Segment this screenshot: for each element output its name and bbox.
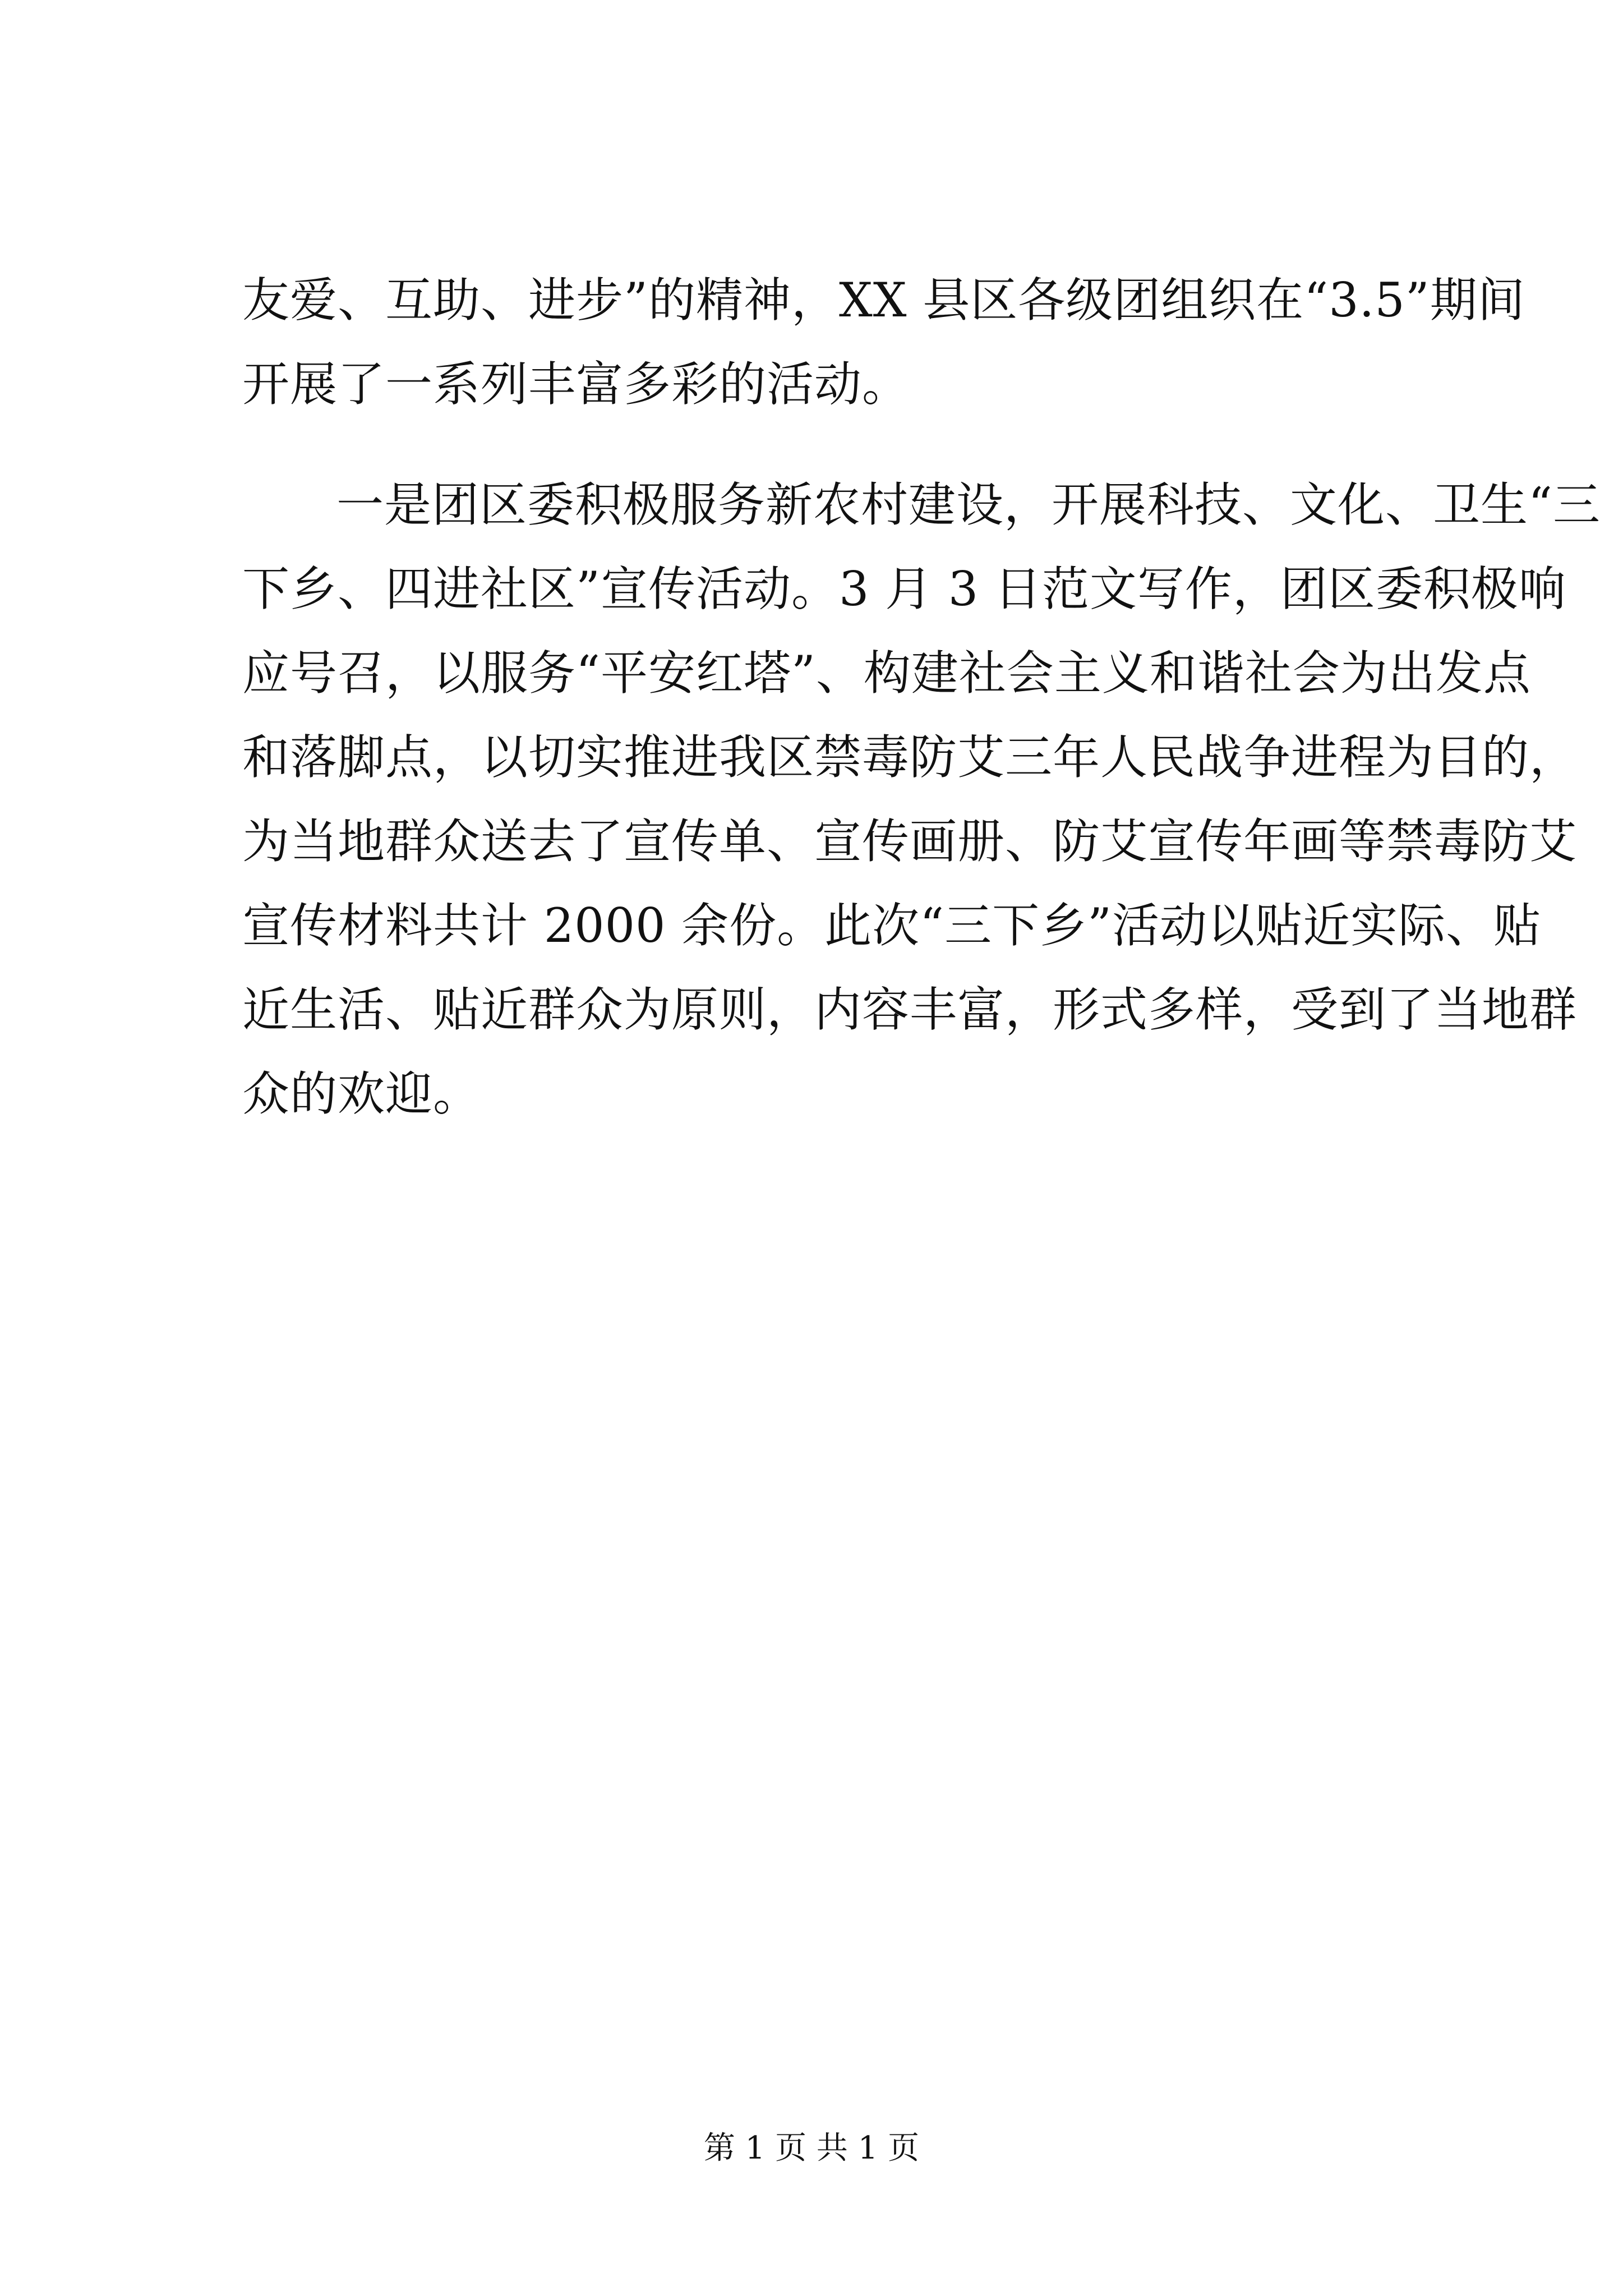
page-footer: 第 1 页 共 1 页 bbox=[703, 2130, 920, 2166]
text-line: 开展了一系列丰富多彩的活动。 bbox=[242, 357, 910, 412]
document-body bbox=[242, 258, 1601, 1136]
text-line: 宣传材料共计 2000 余份。此次“三下乡”活动以贴近实际、贴 bbox=[242, 898, 1542, 953]
text-line: 友爱、互助、进步”的精神，XX 县区各级团组织在“3.5”期间 bbox=[242, 273, 1525, 328]
text-line bbox=[242, 463, 1601, 547]
text-line: 应号召，以服务“平安红塔”、构建社会主义和谐社会为出发点 bbox=[242, 646, 1531, 701]
paragraph-gap bbox=[242, 426, 1386, 463]
text-line: 和落脚点，以切实推进我区禁毒防艾三年人民战争进程为目的， bbox=[242, 730, 1578, 785]
text-line-content: 一是团区委积极服务新农村建设，开展科技、文化、卫生“三 bbox=[336, 477, 1601, 532]
text-line: 近生活、贴近群众为原则，内容丰富，形式多样，受到了当地群 bbox=[242, 982, 1578, 1037]
text-line: 众的欢迎。 bbox=[242, 1066, 481, 1121]
text-line: 为当地群众送去了宣传单、宣传画册、防艾宣传年画等禁毒防艾 bbox=[242, 814, 1578, 869]
text-line: 下乡、四进社区”宣传活动。3 月 3 日范文写作，团区委积极响 bbox=[242, 562, 1566, 616]
